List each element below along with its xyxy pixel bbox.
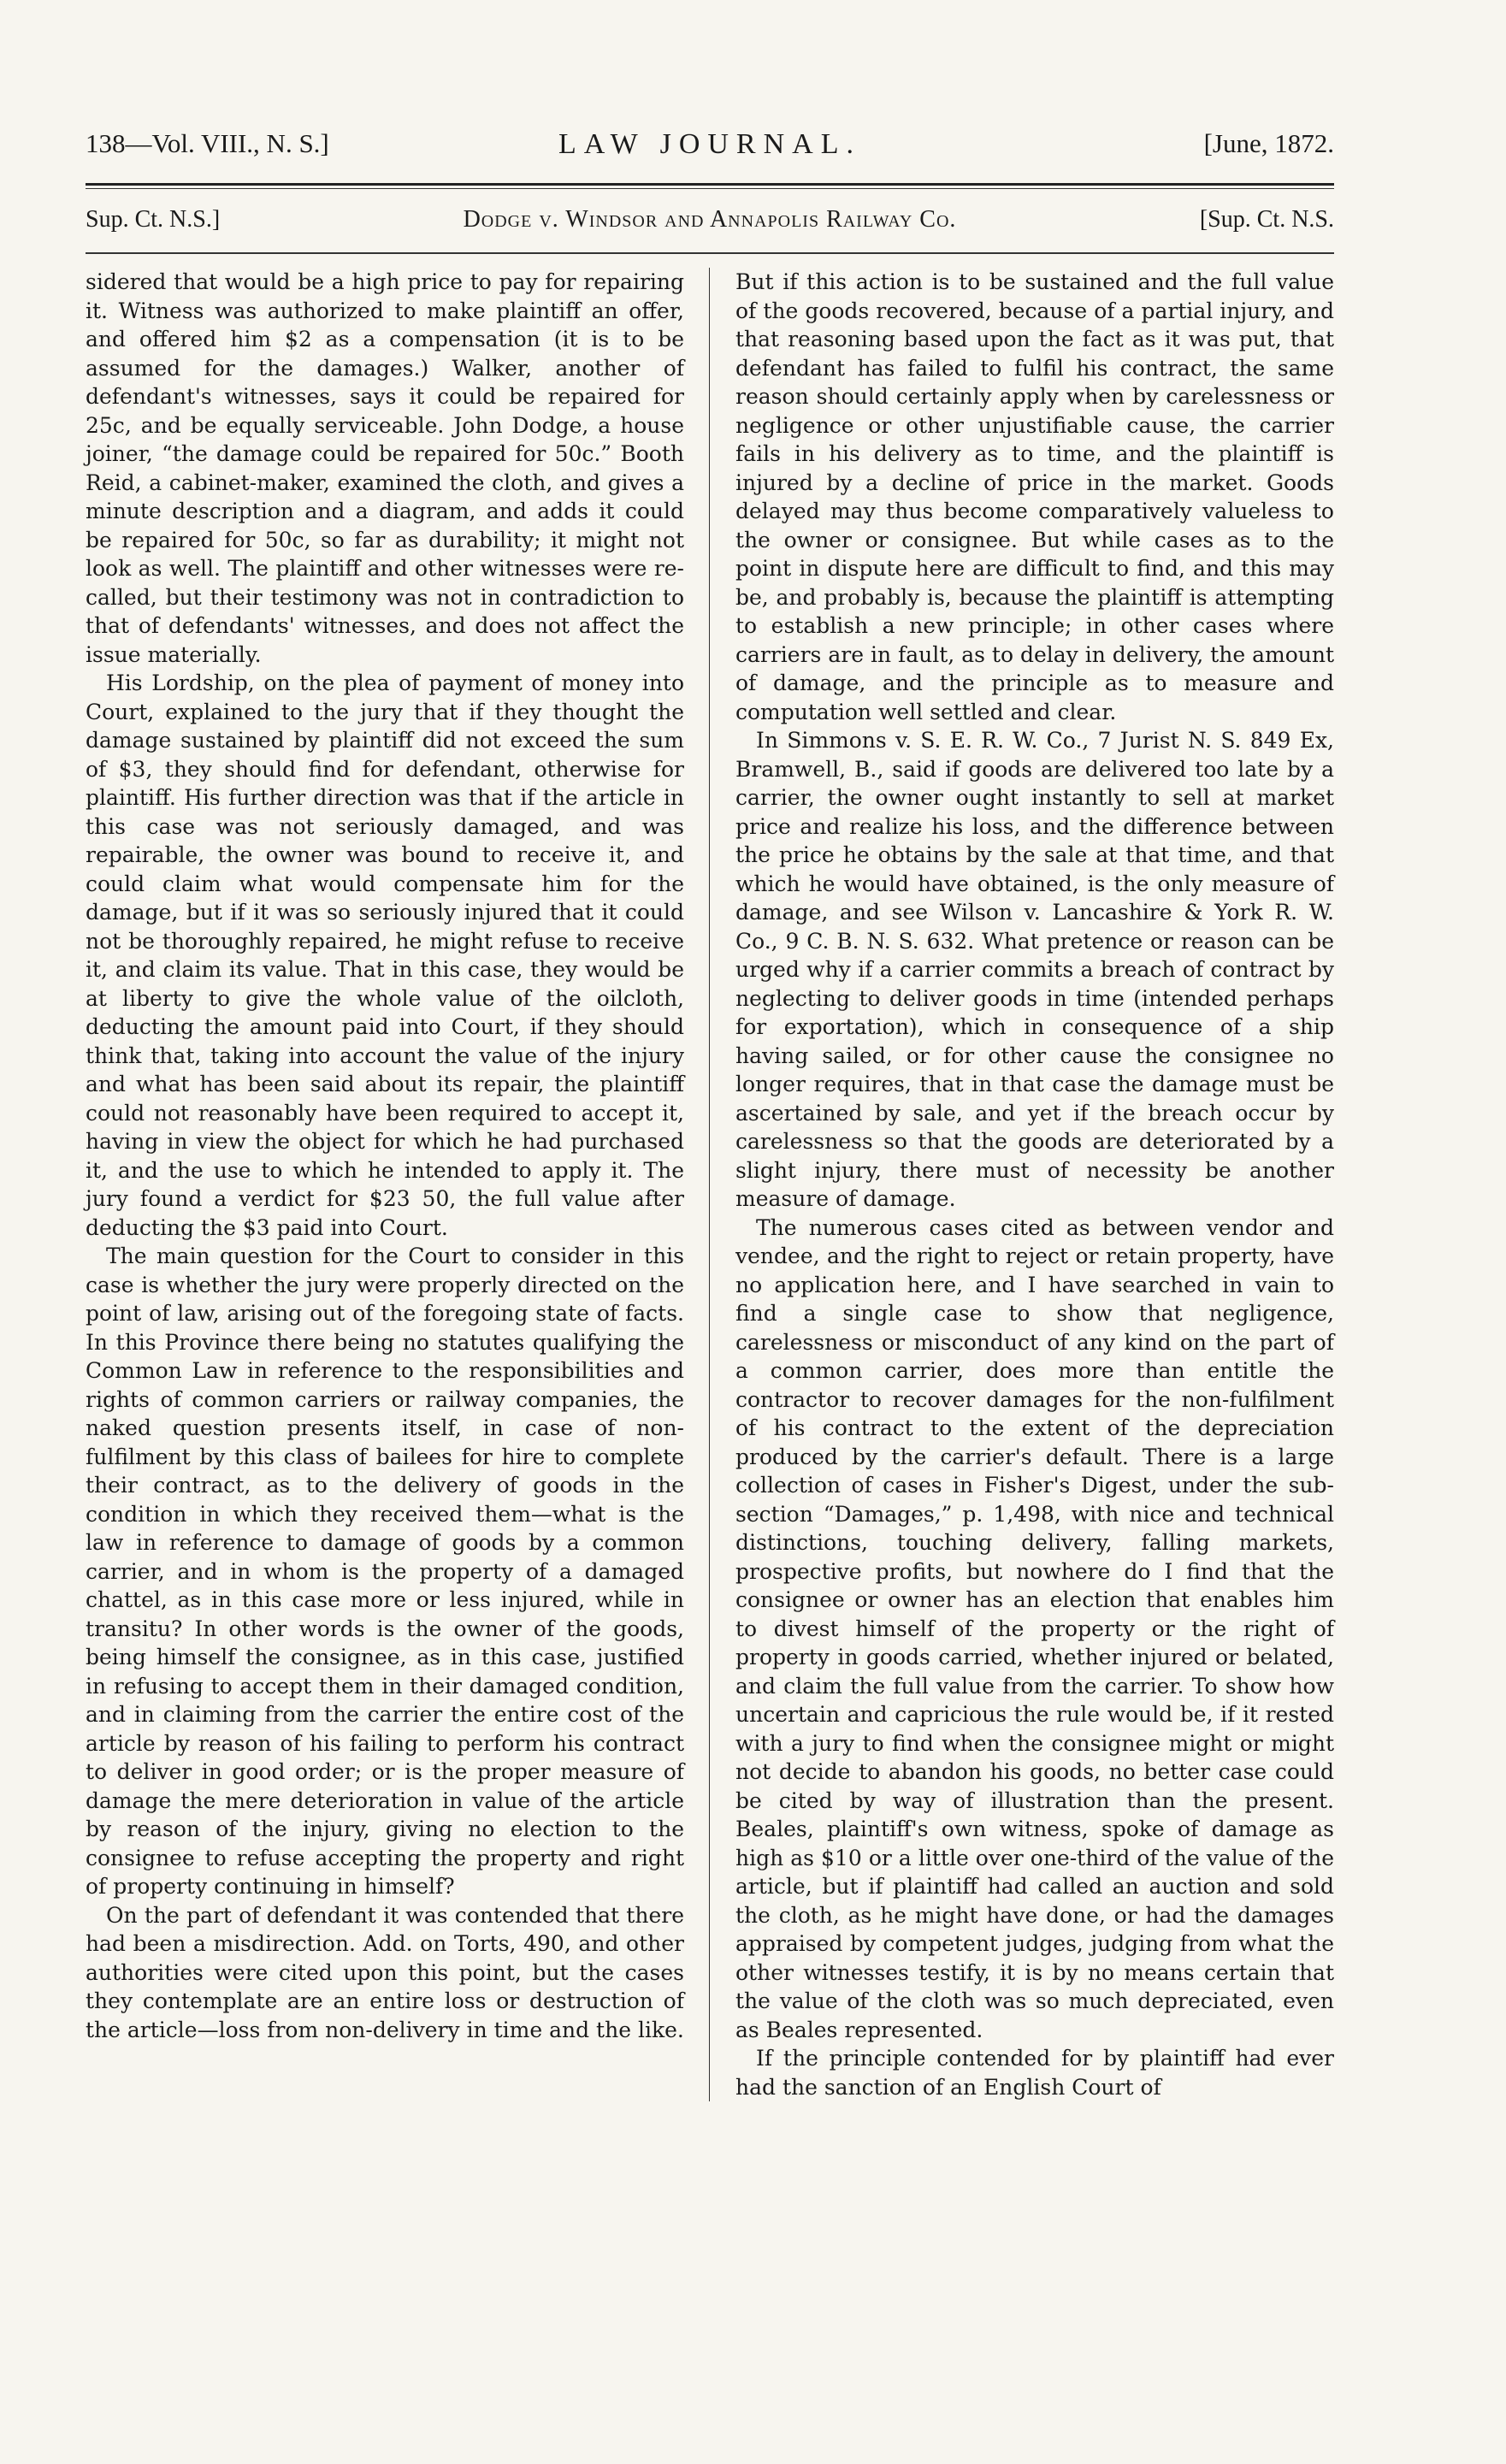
court-label-left: Sup. Ct. N.S.] (86, 206, 221, 233)
paragraph: On the part of defendant it was contended that there had been a misdirection. Add. on Torts, 490, and other authorities were cited upon this point, but the cases they contemplate are an entire loss or destruction of the article—loss from non-delivery in time and the like. (86, 1902, 684, 2042)
header-rule-thin (86, 188, 1334, 189)
paragraph: The numerous cases cited as between vendor and vendee, and the right to reject or retain property, have no application here, and I have searched in vain to find a single case to show that negligence, carelessness or misconduct of any kind on the part of a common carrier, does more than entitle the contractor to recover damages for the non-fulfilment of his contract to the extent of the depreciation produced by the carrier's default. There is a large collection of cases in Fisher's Digest, under the sub-section “Damages,” p. 1,498, with nice and technical distinctions, touching delivery, falling markets, prospective profits, but nowhere do I find that the consignee or owner has an election that enables him to divest himself of the property or the right of property in goods carried, whether injured or belated, and claim the full value from the carrier. To show how uncertain and capricious the rule would be, if it rested with a jury to find when the consignee might or might not decide to abandon his goods, no better case could be cited by way of illustration than the present. Beales, plaintiff's own witness, spoke of damage as high as $10 or a little over one-third of the value of the article, but if plaintiff had called an auction and sold the cloth, as he might have done, or had the damages appraised by competent judges, judging from what the other witnesses testify, it is by no means certain that the value of the cloth was so much depreciated, even as Beales represented. (735, 1214, 1334, 2042)
left-column (86, 268, 684, 2101)
header-rule-thick (86, 183, 1334, 186)
case-title: Dodge v. Windsor and Annapolis Railway Co. (463, 206, 957, 233)
column-divider (709, 268, 710, 2101)
paragraph: If the principle contended for by plaintiff had ever had the sanction of an English Court of (735, 2046, 1334, 2100)
journal-page (86, 128, 1334, 2101)
paragraph: sidered that would be a high price to pay for repairing it. Witness was authorized to make plaintiff an offer, and offered him $2 as a compensation (it is to be assumed for the damages.) Walker, another of defendant's witnesses, says it could be repaired for 25c, and be equally serviceable. John Dodge, a house joiner, “the damage could be repaired for 50c.” Booth Reid, a cabinet-maker, examined the cloth, and gives a minute description and a diagram, and adds it could be repaired for 50c, so far as durability; it might not look as well. The plaintiff and other witnesses were re-called, but their testimony was not in contradiction to that of defendants' witnesses, and does not affect the issue materially. (86, 269, 684, 667)
running-head (86, 128, 1334, 169)
case-header-rule (86, 252, 1334, 254)
paragraph: The main question for the Court to consider in this case is whether the jury were properly directed on the point of law, arising out of the foregoing state of facts. In this Province there being no statutes qualifying the Common Law in reference to the responsibilities and rights of common carriers or railway companies, the naked question presents itself, in case of non-fulfilment by this class of bailees for hire to complete their contract, as to the delivery of goods in the condition in which they received them—what is the law in reference to damage of goods by a common carrier, and in whom is the property of a damaged chattel, as in this case more or less injured, while in transitu? In other words is the owner of the goods, being himself the consignee, as in this case, justified in refusing to accept them in their damaged condition, and in claiming from the carrier the entire cost of the article by reason of his failing to perform his contract to deliver in good order; or is the proper measure of damage the mere deterioration in value of the article by reason of the injury, giving no election to the consignee to refuse accepting the property and right of property continuing in himself? (86, 1244, 684, 1899)
issue-date: [June, 1872. (1203, 128, 1334, 158)
paragraph: In Simmons v. S. E. R. W. Co., 7 Jurist N. S. 849 Ex, Bramwell, B., said if goods are delivered too late by a carrier, the owner ought instantly to sell at market price and realize his loss, and the difference between the price he obtains by the sale at that time, and that which he would have obtained, is the only measure of damage, and see Wilson v. Lancashire & York R. W. Co., 9 C. B. N. S. 632. What pretence or reason can be urged why if a carrier commits a breach of contract by neglecting to deliver goods in time (intended perhaps for exportation), which in consequence of a ship having sailed, or for other cause the consignee no longer requires, that in that case the damage must be ascertained by sale, and yet if the breach occur by carelessness so that the goods are deteriorated by a slight injury, there must of necessity be another measure of damage. (735, 728, 1334, 1211)
page-volume-label: 138—Vol. VIII., N. S.] (86, 128, 329, 158)
text-columns (86, 268, 1334, 2101)
journal-title: LAW JOURNAL. (558, 128, 861, 160)
paragraph: His Lordship, on the plea of payment of money into Court, explained to the jury that if they thought the damage sustained by plaintiff did not exceed the sum of $3, they should find for defendant, otherwise for plaintiff. His further direction was that if the article in this case was not seriously damaged, and was repairable, the owner was bound to receive it, and could claim what would compensate him for the damage, but if it was so seriously injured that it could not be thoroughly repaired, he might refuse to receive it, and claim its value. That in this case, they would be at liberty to give the whole value of the oilcloth, deducting the amount paid into Court, if they should think that, taking into account the value of the injury and what has been said about its repair, the plaintiff could not reasonably have been required to accept it, having in view the object for which he had purchased it, and the use to which he intended to apply it. The jury found a verdict for $23 50, the full value after deducting the $3 paid into Court. (86, 671, 684, 1240)
court-label-right: [Sup. Ct. N.S. (1199, 206, 1334, 233)
right-column (735, 268, 1334, 2101)
paragraph: But if this action is to be sustained and the full value of the goods recovered, because of a partial injury, and that reasoning based upon the fact as it was put, that defendant has failed to fulfil his contract, the same reason should certainly apply when by carelessness or negligence or other unjustifiable cause, the carrier fails in his delivery as to time, and the plaintiff is injured by a decline of price in the market. Goods delayed may thus become comparatively valueless to the owner or consignee. But while cases as to the point in dispute here are difficult to find, and this may be, and probably is, because the plaintiff is attempting to establish a new principle; in other cases where carriers are in fault, as to delay in delivery, the amount of damage, and the principle as to measure and computation well settled and clear. (735, 269, 1334, 724)
case-header (86, 206, 1334, 240)
